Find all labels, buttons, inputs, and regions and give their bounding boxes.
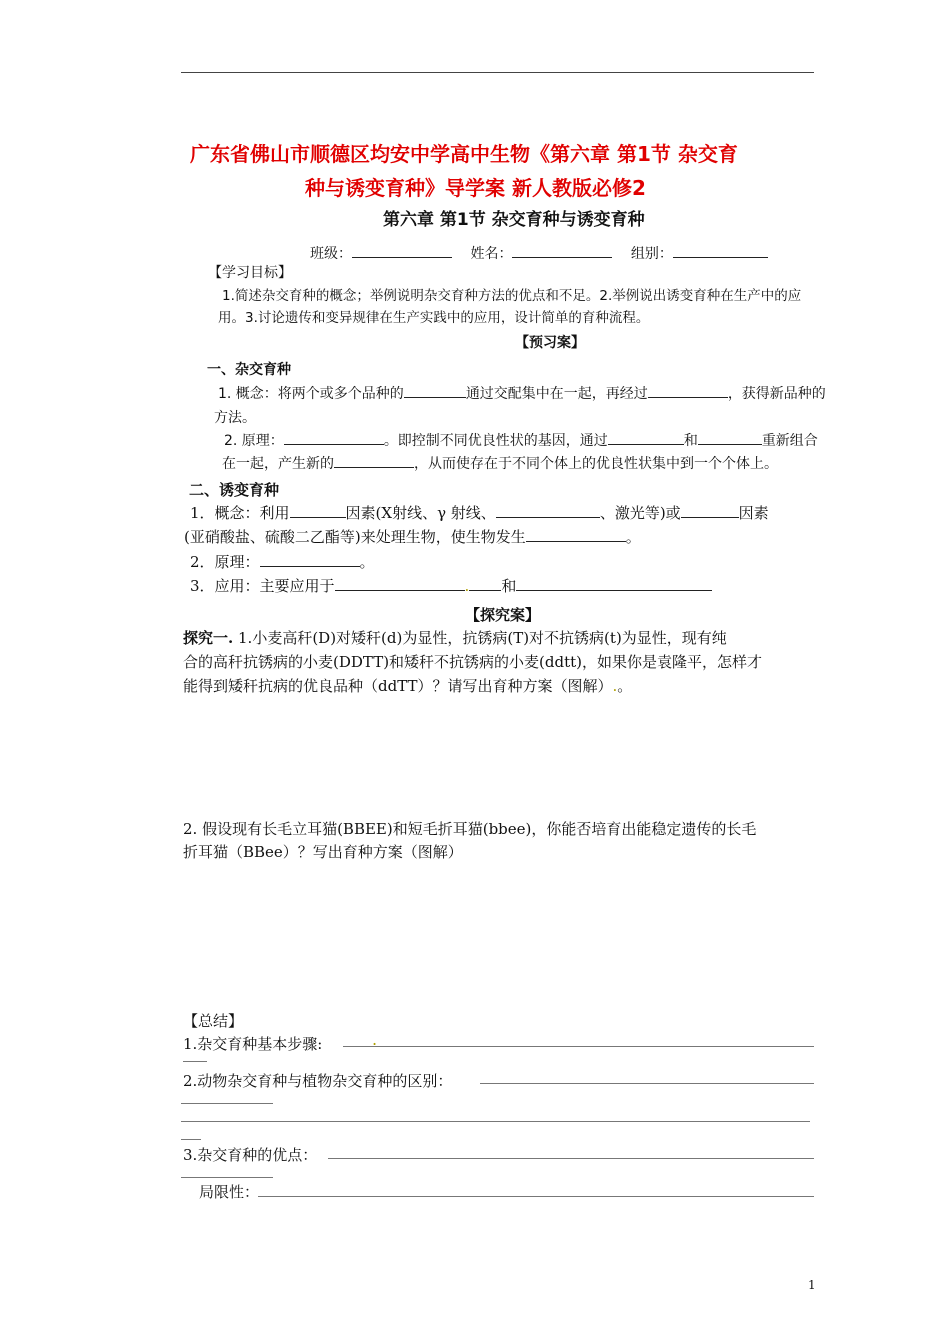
s1-blank-3[interactable] bbox=[284, 430, 384, 445]
s2-application-line bbox=[190, 575, 712, 596]
s1-principle-text-5: 在一起，产生新的 bbox=[222, 456, 334, 472]
student-info-row bbox=[310, 243, 768, 263]
goals-heading: 【学习目标】 bbox=[208, 265, 292, 281]
q1-line1 bbox=[183, 627, 727, 648]
explore-heading: 【探究案】 bbox=[465, 606, 541, 624]
s2-concept-line bbox=[190, 502, 769, 523]
s2-concept-text-5: (亚硝酸盐、硫酸二乙酯等)来处理生物，使生物发生 bbox=[184, 528, 526, 546]
s2-principle-end: 。 bbox=[359, 553, 375, 571]
group-label: 组别： bbox=[630, 246, 673, 262]
s1-concept-line2: 方法。 bbox=[214, 410, 256, 426]
s1-principle-text: 2. 原理： bbox=[224, 433, 284, 449]
summary-item3: 3.杂交育种的优点： bbox=[183, 1146, 318, 1164]
summary-item2-line4[interactable] bbox=[181, 1139, 201, 1140]
s1-concept-text: 1. 概念：将两个或多个品种的 bbox=[218, 386, 404, 402]
s1-blank-2[interactable] bbox=[648, 383, 728, 398]
marker-dot-3: . bbox=[372, 1030, 378, 1049]
document-title-line2: 种与诱变育种》导学案 新人教版必修2 bbox=[305, 176, 646, 200]
section2-title: 二、诱变育种 bbox=[189, 481, 280, 499]
name-field[interactable] bbox=[512, 243, 612, 258]
document-title-line1: 广东省佛山市顺德区均安中学高中生物《第六章 第1节 杂交育 bbox=[190, 142, 738, 166]
summary-item3-line[interactable] bbox=[328, 1158, 814, 1159]
s2-blank-2[interactable] bbox=[496, 503, 600, 518]
class-field[interactable] bbox=[352, 243, 452, 258]
header-rule bbox=[181, 72, 814, 73]
s1-blank-6[interactable] bbox=[334, 453, 414, 468]
summary-item4-line[interactable] bbox=[258, 1196, 814, 1197]
summary-item2: 2.动物杂交育种与植物杂交育种的区别： bbox=[183, 1072, 453, 1090]
summary-item2-line3[interactable] bbox=[181, 1121, 810, 1122]
s1-principle-text-6: ，从而使存在于不同个体上的优良性状集中到一个个体上。 bbox=[414, 456, 778, 472]
s2-principle-line bbox=[190, 551, 375, 572]
marker-dot-2: . bbox=[612, 677, 618, 695]
s1-principle-line bbox=[224, 430, 818, 450]
s1-principle-text-2: 。即控制不同优良性状的基因，通过 bbox=[383, 433, 608, 449]
s2-concept-text-4: 因素 bbox=[738, 504, 769, 522]
s2-blank-5[interactable] bbox=[260, 552, 360, 567]
goals-line1: 1.简述杂交育种的概念；举例说明杂交育种方法的优点和不足。2.举例说出诱变育种在生产中的应 bbox=[222, 288, 802, 304]
summary-heading: 【总结】 bbox=[183, 1012, 244, 1030]
summary-item1-line2[interactable] bbox=[183, 1061, 207, 1062]
s1-blank-4[interactable] bbox=[608, 430, 684, 445]
section-subtitle: 第六章 第1节 杂交育种与诱变育种 bbox=[383, 210, 645, 230]
s2-concept-line2 bbox=[184, 526, 641, 547]
s1-principle-text-3: 和 bbox=[683, 433, 698, 449]
q1-answer-area[interactable] bbox=[183, 700, 813, 810]
s2-blank-6[interactable] bbox=[335, 576, 465, 591]
s2-blank-8[interactable] bbox=[516, 576, 712, 591]
page-number: 1 bbox=[808, 1278, 816, 1292]
q1-end: 。 bbox=[617, 677, 633, 695]
s2-blank-7[interactable] bbox=[469, 576, 501, 591]
q1-text-1: 1.小麦高秆(D)对矮秆(d)为显性，抗锈病(T)对不抗锈病(t)为显性，现有纯 bbox=[233, 629, 727, 647]
s2-application-text: 3．应用：主要应用于 bbox=[190, 577, 335, 595]
summary-item1: 1.杂交育种基本步骤: bbox=[183, 1035, 323, 1053]
summary-item2-line2[interactable] bbox=[181, 1103, 273, 1104]
marker-dot: . bbox=[464, 577, 470, 595]
summary-item1-line[interactable] bbox=[343, 1046, 814, 1047]
s1-principle-line2 bbox=[222, 453, 778, 473]
class-label: 班级： bbox=[310, 246, 352, 262]
summary-item2-line[interactable] bbox=[480, 1083, 814, 1084]
q2-line2: 折耳猫（BBee）？写出育种方案（图解） bbox=[183, 843, 463, 861]
q1-text-3: 能得到矮秆抗病的优良品种（ddTT）？请写出育种方案（图解） bbox=[183, 677, 613, 695]
s1-concept-text-3: ，获得新品种的 bbox=[727, 386, 826, 402]
s1-concept-line bbox=[218, 383, 826, 403]
section1-title: 一、杂交育种 bbox=[207, 362, 291, 378]
q1-line2: 合的高秆抗锈病的小麦(DDTT)和矮秆不抗锈病的小麦(ddtt)，如果你是袁隆平，怎样才 bbox=[183, 653, 763, 671]
summary-item4: 局限性： bbox=[199, 1183, 260, 1201]
q2-line1: 2. 假设现有长毛立耳猫(BBEE)和短毛折耳猫(bbee)，你能否培育出能稳定遗传的长毛 bbox=[183, 820, 757, 838]
q2-answer-area[interactable] bbox=[183, 866, 813, 1006]
s1-blank-1[interactable] bbox=[404, 383, 466, 398]
name-label: 姓名： bbox=[470, 246, 513, 262]
s1-principle-text-4: 重新组合 bbox=[761, 433, 818, 449]
q1-line3 bbox=[183, 675, 632, 696]
s2-concept-text-2: 因素(X射线、γ 射线、 bbox=[345, 504, 496, 522]
s1-blank-5[interactable] bbox=[698, 430, 762, 445]
preview-heading: 【预习案】 bbox=[515, 335, 585, 351]
s2-concept-text: 1．概念：利用 bbox=[190, 504, 290, 522]
summary-item3-line2[interactable] bbox=[181, 1177, 273, 1178]
s2-concept-text-6: 。 bbox=[625, 528, 641, 546]
s2-blank-4[interactable] bbox=[526, 527, 626, 542]
s2-principle-text: 2．原理： bbox=[190, 553, 260, 571]
goals-line2: 用。3.讨论遗传和变异规律在生产实践中的应用，设计简单的育种流程。 bbox=[218, 310, 650, 326]
group-field[interactable] bbox=[673, 243, 768, 258]
s2-application-text-2: 和 bbox=[501, 577, 517, 595]
s2-concept-text-3: 、激光等)或 bbox=[599, 504, 681, 522]
q1-label: 探究一. bbox=[183, 629, 234, 647]
s2-blank-1[interactable] bbox=[290, 503, 346, 518]
s1-concept-text-2: 通过交配集中在一起，再经过 bbox=[465, 386, 648, 402]
s2-blank-3[interactable] bbox=[681, 503, 739, 518]
